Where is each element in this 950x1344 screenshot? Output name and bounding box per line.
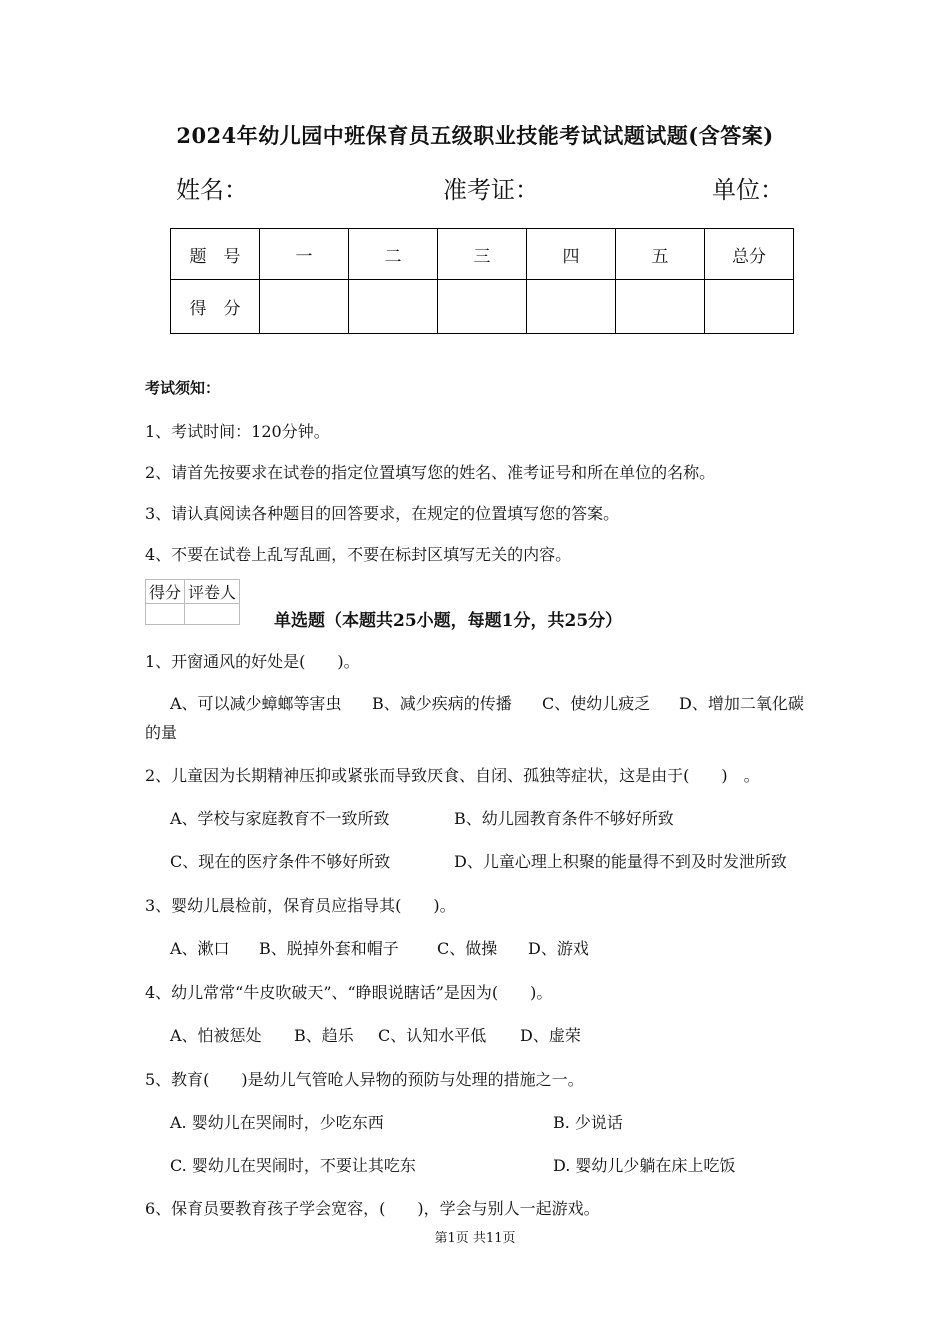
grader-name-label: 评卷人: [185, 580, 240, 604]
score-cell[interactable]: [527, 280, 616, 334]
option-a[interactable]: A、漱口: [170, 939, 230, 958]
score-cell[interactable]: [349, 280, 438, 334]
unit-label: 单位：: [712, 176, 784, 204]
option-continuation: 的量: [145, 723, 178, 742]
score-table-score-row: [171, 280, 794, 334]
question-stem: 2、儿童因为长期精神压抑或紧张而导致厌食、自闭、孤独等症状，这是由于( ) 。: [145, 766, 760, 785]
header-cell: 五: [616, 229, 705, 280]
score-cell[interactable]: [705, 280, 794, 334]
exam-id-label: 准考证：: [443, 176, 539, 204]
score-cell[interactable]: [616, 280, 705, 334]
page-footer: 第1页 共11页: [434, 1231, 516, 1246]
question-stem: 5、教育( )是幼儿气管呛人异物的预防与处理的措施之一。: [145, 1070, 584, 1089]
option-d[interactable]: D、游戏: [528, 939, 589, 958]
notice-item: 3、请认真阅读各种题目的回答要求，在规定的位置填写您的答案。: [145, 504, 620, 523]
header-cell: 总分: [705, 229, 794, 280]
name-label: 姓名：: [176, 176, 248, 204]
option-b[interactable]: B、减少疾病的传播: [372, 694, 512, 713]
question-stem: 6、保育员要教育孩子学会宽容，( )，学会与别人一起游戏。: [145, 1199, 600, 1218]
header-cell: 二: [349, 229, 438, 280]
option-d[interactable]: D、儿童心理上积聚的能量得不到及时发泄所致: [454, 852, 787, 871]
header-cell: 一: [260, 229, 349, 280]
option-a[interactable]: A、怕被惩处: [170, 1026, 262, 1045]
option-a[interactable]: A. 婴幼儿在哭闹时，少吃东西: [170, 1113, 384, 1132]
row-label-cell: 得 分: [171, 280, 260, 334]
grader-box: [145, 579, 240, 625]
option-b[interactable]: B、幼儿园教育条件不够好所致: [454, 809, 674, 828]
notice-item: 1、考试时间：120分钟。: [145, 422, 330, 441]
option-c[interactable]: C、认知水平低: [378, 1026, 487, 1045]
header-cell: 题 号: [171, 229, 260, 280]
notice-item: 4、不要在试卷上乱写乱画，不要在标封区填写无关的内容。: [145, 545, 572, 564]
score-cell[interactable]: [260, 280, 349, 334]
option-d[interactable]: D、增加二氧化碳: [679, 694, 804, 713]
question-stem: 3、婴幼儿晨检前，保育员应指导其( )。: [145, 896, 456, 915]
option-c[interactable]: C. 婴幼儿在哭闹时，不要让其吃东: [170, 1156, 416, 1175]
option-d[interactable]: D、虚荣: [520, 1026, 581, 1045]
page-title: 2024年幼儿园中班保育员五级职业技能考试试题试题(含答案): [176, 123, 774, 148]
question-stem: 1、开窗通风的好处是( )。: [145, 652, 360, 671]
grader-score-cell[interactable]: [146, 604, 185, 625]
option-b[interactable]: B、趋乐: [294, 1026, 354, 1045]
option-a[interactable]: A、学校与家庭教育不一致所致: [170, 809, 390, 828]
score-cell[interactable]: [438, 280, 527, 334]
grader-name-cell[interactable]: [185, 604, 240, 625]
option-a[interactable]: A、可以减少蟑螂等害虫: [170, 694, 342, 713]
question-stem: 4、幼儿常常“牛皮吹破天”、“睁眼说瞎话”是因为( )。: [145, 983, 553, 1002]
option-b[interactable]: B. 少说话: [553, 1113, 623, 1132]
header-cell: 三: [438, 229, 527, 280]
notice-item: 2、请首先按要求在试卷的指定位置填写您的姓名、准考证号和所在单位的名称。: [145, 463, 716, 482]
notice-heading: 考试须知：: [145, 379, 221, 397]
option-c[interactable]: C、现在的医疗条件不够好所致: [170, 852, 391, 871]
header-cell: 四: [527, 229, 616, 280]
grader-score-label: 得分: [146, 580, 185, 604]
option-d[interactable]: D. 婴幼儿少躺在床上吃饭: [553, 1156, 736, 1175]
option-c[interactable]: C、使幼儿疲乏: [542, 694, 651, 713]
option-c[interactable]: C、做操: [437, 939, 498, 958]
score-table-header-row: [171, 229, 794, 280]
section-title: 单选题（本题共25小题，每题1分，共25分）: [274, 611, 623, 631]
option-b[interactable]: B、脱掉外套和帽子: [259, 939, 399, 958]
score-table: [170, 228, 794, 334]
